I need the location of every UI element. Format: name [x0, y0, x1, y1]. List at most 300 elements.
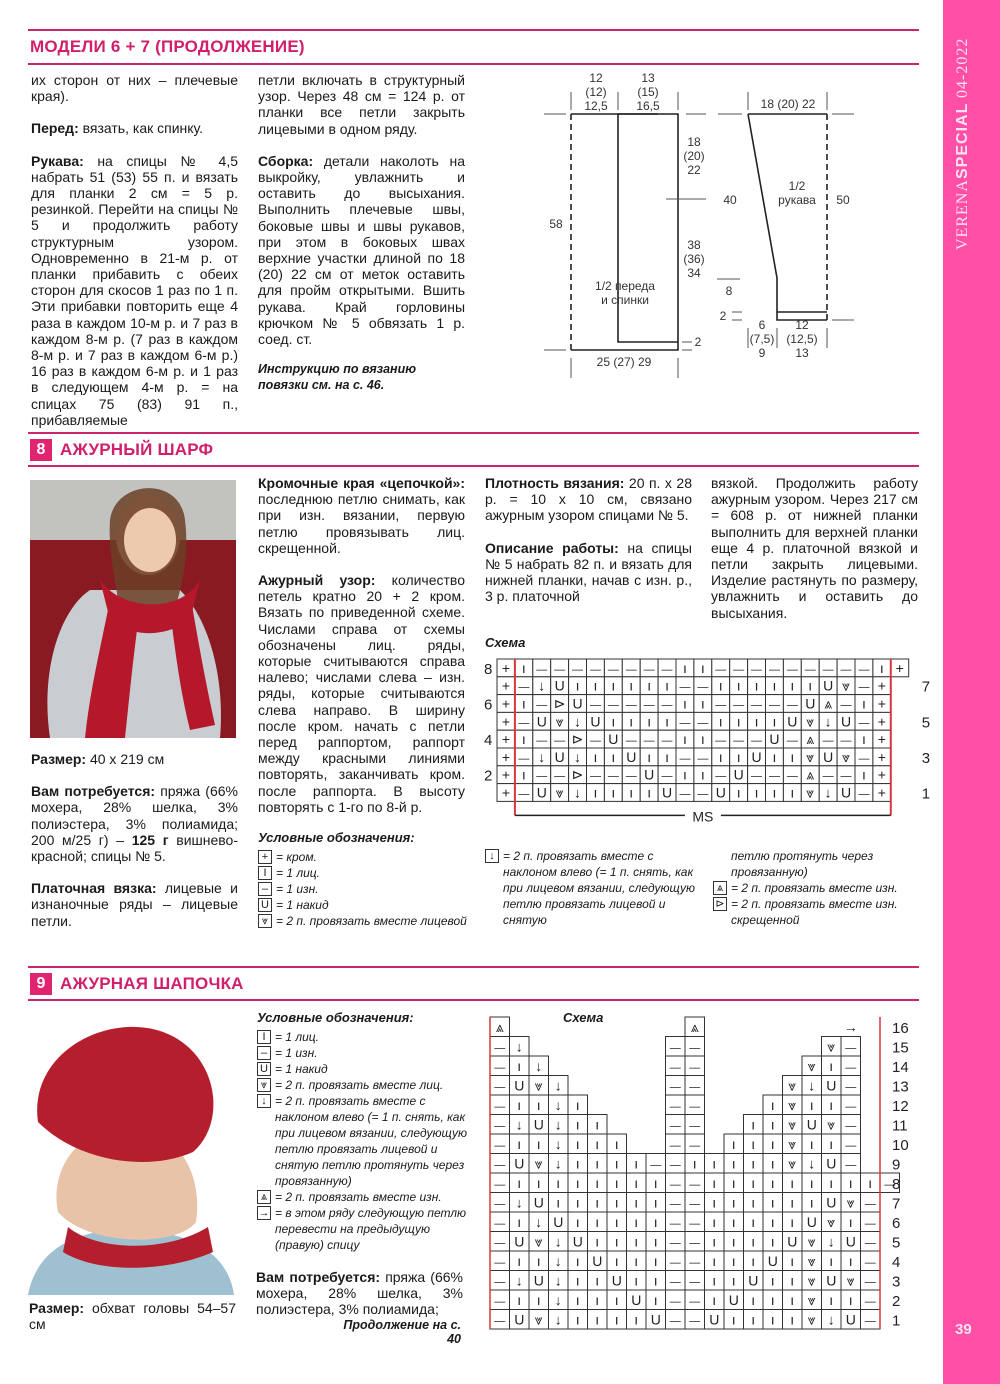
- knit-icon: ı: [593, 677, 598, 694]
- ssk-icon: ↓: [827, 1311, 835, 1328]
- yarn-over-icon: U: [533, 1194, 544, 1211]
- edge-stitch-icon: +: [877, 695, 886, 712]
- purl-icon: —: [669, 1276, 681, 1289]
- purl-icon: —: [607, 770, 619, 783]
- knit-icon: ı: [647, 784, 652, 801]
- paragraph: Рукава: на спицы № 4,5 набрать 51 (53) 55 п. и вязать для планки 2 см = 5 р. резинкой. Перейти на спицы № 5 и продолжить работу структурным узором. Одновременно в 21-м р. от планки прибавить с обеих сторон для скосов 1 раз по 1 п. Эти прибавки повторить еще 4 раза в каждом 10-м р. и 7 раз в каждом 8-м р. (7 раз в каждом 8-м р. и 7 раз в каждом 6-м р.) 16 раз в каждом 6-м р. и 1 раз в следующем 4-м р. = на спицах 75 (83) 91 п., прибавляемые: [31, 152, 238, 428]
- purl-icon: —: [494, 1256, 506, 1269]
- purl-icon: —: [669, 1237, 681, 1250]
- k2tog-icon: ⩔: [842, 748, 851, 765]
- scarf-text-left: [31, 751, 238, 945]
- purl-icon: —: [661, 735, 673, 748]
- yarn-over-icon: U: [748, 1272, 759, 1289]
- yarn-over-icon: U: [806, 1213, 817, 1230]
- purl-icon: —: [589, 699, 601, 712]
- row-number: 2: [892, 1292, 901, 1310]
- yarn-over-icon: U: [644, 766, 655, 783]
- knit-icon: ı: [575, 1096, 580, 1113]
- knit-icon: ı: [595, 1174, 600, 1191]
- purl-icon: —: [536, 699, 548, 712]
- yarn-over-icon: U: [826, 1194, 837, 1211]
- section-title-top: МОДЕЛИ 6 + 7 (ПРОДОЛЖЕНИЕ): [30, 37, 305, 56]
- section-title-8: [30, 439, 213, 461]
- knit-icon: ı: [770, 1291, 775, 1308]
- yarn-over-icon: U: [845, 1311, 856, 1328]
- continued-note: Продолжение на с. 40: [343, 1318, 461, 1346]
- yarn-over-icon: U: [514, 1233, 525, 1250]
- dim-label: (15): [637, 85, 659, 99]
- ssk-icon: ↓: [554, 1116, 562, 1133]
- hat-legend: [257, 1010, 467, 1253]
- legend-text: = кром.: [276, 850, 317, 864]
- yarn-over-icon: U: [626, 748, 637, 765]
- purl-icon: —: [751, 735, 763, 748]
- edge-stitch-icon: +: [501, 659, 511, 676]
- knit-icon: ı: [712, 1233, 717, 1250]
- knit-icon: ı: [575, 1155, 580, 1172]
- knit-icon: ı: [575, 1174, 580, 1191]
- yarn-over-icon: U: [572, 1233, 583, 1250]
- edge-stitch-icon: +: [501, 677, 511, 694]
- knit-icon: ı: [772, 748, 777, 765]
- knit-icon: ı: [517, 1096, 522, 1113]
- purl-icon: —: [733, 699, 745, 712]
- scarf-legend-2: [485, 848, 925, 938]
- purl-icon: —: [689, 1100, 701, 1113]
- knit-icon: ı: [790, 1174, 795, 1191]
- knit-icon: ı: [790, 784, 795, 801]
- purl-icon: —: [607, 663, 619, 676]
- yarn-over-icon: U: [554, 748, 565, 765]
- knit-icon: ı: [614, 1291, 619, 1308]
- knit-icon: ı: [575, 1291, 580, 1308]
- purl-icon: —: [669, 1061, 681, 1074]
- scarf-text-middle: [258, 475, 465, 831]
- knit-icon: ı: [790, 1213, 795, 1230]
- knit-icon: ı: [848, 1252, 853, 1269]
- knit-icon: ı: [595, 1155, 600, 1172]
- purl-icon: —: [840, 770, 852, 783]
- knit-icon: ı: [614, 1252, 619, 1269]
- knit-icon: ı: [536, 1291, 541, 1308]
- row-number: 12: [892, 1097, 909, 1115]
- knit-icon: ı: [700, 695, 705, 712]
- knit-icon: ı: [736, 784, 741, 801]
- knit-icon: ı: [751, 1291, 756, 1308]
- piece-label: 1/2 переда: [595, 279, 655, 293]
- yarn-over-icon: U: [826, 1077, 837, 1094]
- stitch-symbol-icon: ↓: [257, 1094, 271, 1108]
- dim-label: 25 (27) 29: [596, 355, 652, 369]
- scarf-chart: [480, 655, 931, 830]
- slip-arrow-icon: ⊳: [571, 731, 584, 748]
- p2tog-icon: ⩓: [806, 766, 815, 783]
- divider: [28, 465, 919, 467]
- edge-stitch-icon: +: [501, 748, 511, 765]
- legend-text: = 1 лиц.: [275, 1030, 319, 1044]
- purl-icon: —: [858, 788, 870, 801]
- knit-icon: ı: [665, 677, 669, 694]
- legend-text: = 1 изн.: [275, 1046, 318, 1060]
- scarf-legend: [258, 830, 468, 929]
- dim-label: 38: [687, 238, 701, 252]
- knit-icon: ı: [653, 1252, 658, 1269]
- legend-text: = в этом ряду следующую петлю перевести на предыдущую (правую) спицу: [275, 1206, 467, 1252]
- knit-icon: ı: [848, 1291, 853, 1308]
- knit-icon: ı: [718, 748, 723, 765]
- legend-title: Условные обозначения:: [257, 1010, 414, 1025]
- knit-icon: ı: [790, 677, 795, 694]
- knit-icon: ı: [517, 1213, 522, 1230]
- chart-title: Схема: [485, 635, 526, 650]
- purl-icon: —: [494, 1159, 506, 1172]
- divider: [28, 999, 919, 1001]
- legend-item: [258, 865, 468, 881]
- knit-icon: ı: [700, 766, 705, 783]
- edge-stitch-icon: +: [877, 677, 886, 694]
- yarn-over-icon: U: [840, 713, 852, 730]
- section-heading: АЖУРНАЯ ШАПОЧКА: [60, 974, 244, 993]
- purl-icon: —: [494, 1120, 506, 1133]
- yarn-over-icon: U: [823, 677, 834, 694]
- knit-icon: ı: [653, 1213, 658, 1230]
- k2tog-icon: ⩔: [827, 1213, 836, 1230]
- knit-icon: ı: [683, 695, 687, 712]
- knit-icon: ı: [809, 1096, 814, 1113]
- dim-label: 2: [694, 335, 702, 349]
- yarn-over-icon: U: [805, 695, 816, 712]
- knit-icon: ı: [790, 748, 795, 765]
- dim-label: 18: [687, 135, 701, 149]
- knit-icon: ı: [593, 748, 598, 765]
- edge-stitch-icon: +: [501, 731, 511, 748]
- knit-icon: ı: [575, 1135, 580, 1152]
- knit-icon: ı: [770, 1233, 775, 1250]
- purl-icon: —: [697, 752, 709, 765]
- knit-icon: ı: [829, 1291, 834, 1308]
- ssk-icon: ↓: [554, 1135, 562, 1152]
- legend-text: = 1 изн.: [276, 882, 319, 896]
- knit-icon: ı: [575, 1272, 580, 1289]
- yarn-over-icon: U: [728, 1291, 739, 1308]
- knit-icon: ı: [653, 1291, 658, 1308]
- section-title-9: [30, 973, 244, 995]
- purl-icon: —: [625, 699, 637, 712]
- knit-icon: ı: [575, 1194, 580, 1211]
- yarn-over-icon: U: [536, 784, 547, 801]
- row-number: 4: [484, 732, 493, 750]
- stitch-symbol-icon: +: [258, 850, 272, 864]
- yarn-over-icon: U: [787, 1233, 798, 1250]
- legend-item: [257, 1093, 467, 1189]
- p2tog-icon: ⩓: [824, 695, 833, 712]
- stitch-symbol-icon: U: [258, 898, 272, 912]
- knit-icon: ı: [809, 1174, 814, 1191]
- purl-icon: —: [786, 770, 798, 783]
- k2tog-icon: ⩔: [807, 1252, 816, 1269]
- purl-icon: —: [840, 663, 852, 676]
- knit-icon: ı: [614, 1233, 619, 1250]
- purl-icon: —: [589, 735, 601, 748]
- row-number: 9: [892, 1156, 901, 1174]
- edge-stitch-icon: +: [501, 695, 511, 712]
- row-number: 3: [921, 749, 931, 767]
- yarn-over-icon: U: [572, 695, 583, 712]
- purl-icon: —: [494, 1139, 506, 1152]
- dim-label: 12: [589, 71, 603, 85]
- knit-icon: ı: [575, 1116, 580, 1133]
- knit-icon: ı: [770, 1311, 775, 1328]
- page-number: 39: [955, 1321, 972, 1338]
- text-column-2: [258, 72, 465, 394]
- text-column-1: [31, 72, 238, 444]
- purl-icon: —: [864, 1256, 876, 1269]
- yarn-over-icon: U: [751, 748, 762, 765]
- legend-item: [258, 913, 468, 929]
- lace-pattern: Ажурный узор: количество петель кратно 20 + 2 кром. Вязать по приведенной схеме. Числами справа от схемы обозначены лиц. ряды, которые считываются справа налево; числами слева – изн. ряды, которые считываются слева направо. В ширину после кром. начать с петли перед раппортом, раппорт между красными линиями повторять, заканчивать кром. после раппорта. В высоту повторять с 1-го по 8-й р.: [258, 572, 465, 815]
- knit-icon: ı: [731, 1233, 736, 1250]
- knit-icon: ı: [770, 1116, 775, 1133]
- purl-icon: —: [768, 663, 780, 676]
- knit-icon: ı: [770, 1213, 775, 1230]
- legend-item: [258, 881, 468, 897]
- k2tog-icon: ⩔: [807, 1233, 816, 1250]
- knit-icon: ı: [862, 695, 866, 712]
- yarn-over-icon: U: [611, 1272, 622, 1289]
- yarn-over-icon: U: [845, 1233, 856, 1250]
- knit-icon: ı: [809, 1194, 814, 1211]
- purl-icon: —: [689, 1315, 701, 1328]
- dim-label: 18 (20) 22: [760, 97, 816, 111]
- dim-label: (12,5): [786, 332, 818, 346]
- yarn-over-icon: U: [733, 766, 744, 783]
- knit-icon: ı: [653, 1233, 658, 1250]
- gauge: Плотность вязания: 20 п. x 28 р. = 10 x 10 см, связано ажурным узором спицами № 5.: [485, 475, 692, 524]
- yarn-over-icon: U: [715, 784, 726, 801]
- purl-icon: —: [689, 1178, 701, 1191]
- knit-icon: ı: [575, 1252, 580, 1269]
- garment-schematics: [520, 66, 940, 386]
- k2tog-icon: ⩔: [788, 1096, 797, 1113]
- knit-icon: ı: [595, 1311, 600, 1328]
- yarn-over-icon: U: [631, 1291, 642, 1308]
- edge-stitch-icon: +: [895, 659, 904, 676]
- knit-icon: ı: [751, 1116, 756, 1133]
- knit-icon: ı: [751, 1155, 756, 1172]
- purl-icon: —: [669, 1081, 681, 1094]
- legend-title: Условные обозначения:: [258, 830, 415, 845]
- purl-icon: —: [715, 735, 727, 748]
- ssk-icon: ↓: [515, 1194, 523, 1211]
- knit-icon: ı: [517, 1057, 522, 1074]
- divider: [28, 432, 919, 434]
- knit-icon: ı: [790, 1311, 795, 1328]
- purl-icon: —: [518, 788, 530, 801]
- knit-icon: ı: [683, 766, 687, 783]
- purl-icon: —: [661, 663, 673, 676]
- knit-icon: ı: [829, 1096, 834, 1113]
- stitch-symbol-icon: U: [257, 1062, 271, 1076]
- row-number: 6: [892, 1214, 901, 1232]
- paragraph: петли включать в структурный узор. Через 48 см = 124 р. от планки все петли закрыть лицевыми в одном ряду.: [258, 72, 465, 137]
- row-number: 4: [892, 1253, 901, 1271]
- yarn-over-icon: U: [709, 1311, 720, 1328]
- row-number: 13: [892, 1078, 909, 1096]
- purl-icon: —: [518, 681, 530, 694]
- yarn-over-icon: U: [769, 731, 780, 748]
- knit-icon: ı: [879, 659, 884, 676]
- divider: [28, 63, 919, 65]
- knit-icon: ı: [700, 659, 705, 676]
- purl-icon: —: [689, 1061, 701, 1074]
- knit-icon: ı: [712, 1272, 717, 1289]
- purl-icon: —: [751, 699, 763, 712]
- knit-icon: ı: [736, 713, 741, 730]
- purl-icon: —: [572, 663, 584, 676]
- k2tog-icon: ⩔: [806, 713, 815, 730]
- purl-icon: —: [845, 1120, 857, 1133]
- knit-icon: ı: [754, 713, 759, 730]
- purl-icon: —: [884, 1178, 896, 1191]
- purl-icon: —: [845, 1061, 857, 1074]
- knit-icon: ı: [731, 1252, 736, 1269]
- purl-icon: —: [697, 681, 709, 694]
- edge-stitch-icon: +: [877, 713, 886, 730]
- edge-stitch-icon: +: [501, 713, 511, 730]
- purl-icon: —: [494, 1100, 506, 1113]
- knit-icon: ı: [614, 1213, 619, 1230]
- yarn-over-icon: U: [533, 1272, 544, 1289]
- dim-label: 13: [641, 71, 655, 85]
- k2tog-icon: ⩔: [807, 1311, 816, 1328]
- legend-text: = 2 п. провязать вместе лиц.: [275, 1078, 444, 1092]
- knit-icon: ı: [718, 677, 723, 694]
- yarn-over-icon: U: [826, 1155, 837, 1172]
- k2tog-icon: ⩔: [555, 713, 564, 730]
- knit-icon: ı: [647, 677, 652, 694]
- k2tog-icon: ⩔: [788, 1155, 797, 1172]
- hat-chart: [480, 1015, 920, 1335]
- knit-icon: ı: [712, 1194, 717, 1211]
- knit-icon: ı: [731, 1194, 736, 1211]
- knit-icon: ı: [634, 1233, 639, 1250]
- knit-icon: ı: [595, 1272, 600, 1289]
- row-number: 7: [921, 678, 931, 696]
- knit-icon: ı: [517, 1291, 522, 1308]
- knit-icon: ı: [665, 713, 669, 730]
- ssk-icon: ↓: [808, 1077, 816, 1094]
- scarf-size: Размер: 40 x 219 см: [31, 751, 165, 767]
- legend-item: [713, 880, 903, 896]
- legend-text: = 2 п. провязать вместе изн. скрещенной: [731, 897, 898, 927]
- knit-icon: ı: [595, 1213, 600, 1230]
- purl-icon: —: [669, 1139, 681, 1152]
- ssk-icon: ↓: [554, 1233, 562, 1250]
- row-number: 2: [484, 767, 493, 785]
- knit-icon: ı: [751, 1213, 756, 1230]
- purl-icon: —: [822, 735, 834, 748]
- purl-icon: —: [840, 699, 852, 712]
- purl-icon: —: [494, 1198, 506, 1211]
- purl-icon: —: [643, 699, 655, 712]
- dim-label: 50: [836, 193, 850, 207]
- purl-icon: —: [804, 663, 816, 676]
- knit-icon: ı: [790, 1291, 795, 1308]
- purl-icon: —: [554, 770, 566, 783]
- p2tog-icon: ⩓: [495, 1018, 504, 1035]
- purl-icon: —: [669, 1198, 681, 1211]
- knit-icon: ı: [536, 1096, 541, 1113]
- yarn-over-icon: U: [840, 784, 852, 801]
- stitch-symbol-icon: ⩔: [258, 914, 272, 928]
- dim-label: 34: [687, 266, 701, 280]
- purl-icon: —: [669, 1120, 681, 1133]
- knit-icon: ı: [751, 1174, 756, 1191]
- legend-text: = 2 п. провязать вместе с наклоном влево (= 1 п. снять, как при лицевом вязании, следующую петлю провязать лицевой и снятую петлю протянуть через провязанную): [275, 1094, 467, 1188]
- scarf-text-continued: вязкой. Продолжить работу ажурным узором. Через 217 см = 608 р. от нижней планки выполнить для верхней планки еще 4 р. платочной вязкой и петли закрыть лицевыми. Изделие растянуть по размеру, увлажнить и оставить до высыхания.: [711, 475, 918, 621]
- purl-icon: —: [689, 1295, 701, 1308]
- knit-icon: ı: [517, 1174, 522, 1191]
- stitch-symbol-icon: ⩓: [713, 881, 727, 895]
- knit-icon: ı: [575, 1311, 580, 1328]
- knit-icon: ı: [683, 731, 687, 748]
- purl-icon: —: [494, 1217, 506, 1230]
- knit-icon: ı: [700, 731, 705, 748]
- knit-icon: ı: [772, 784, 777, 801]
- ssk-icon: ↓: [824, 713, 832, 730]
- legend-item: [257, 1029, 467, 1045]
- scarf-text-right: [485, 475, 692, 620]
- hat-photo: [28, 1012, 234, 1295]
- purl-icon: —: [733, 735, 745, 748]
- purl-icon: —: [536, 663, 548, 676]
- knit-icon: ı: [517, 1252, 522, 1269]
- purl-icon: —: [715, 663, 727, 676]
- knit-icon: ı: [521, 731, 526, 748]
- stitch-symbol-icon: ⩓: [257, 1190, 271, 1204]
- purl-icon: —: [589, 770, 601, 783]
- knit-icon: ı: [848, 1213, 853, 1230]
- row-number: 1: [921, 785, 931, 803]
- k2tog-icon: ⩔: [806, 748, 815, 765]
- k2tog-icon: ⩔: [846, 1272, 855, 1289]
- knit-icon: ı: [712, 1155, 717, 1172]
- knit-icon: ı: [751, 1135, 756, 1152]
- stitch-symbol-icon: ⩔: [257, 1078, 271, 1092]
- k2tog-icon: ⩔: [807, 1057, 816, 1074]
- knit-icon: ı: [634, 1272, 639, 1289]
- paragraph: их сторон от них – плечевые края).: [31, 72, 238, 105]
- k2tog-icon: ⩔: [788, 1116, 797, 1133]
- purl-icon: —: [786, 663, 798, 676]
- purl-icon: —: [822, 770, 834, 783]
- knit-icon: ı: [521, 659, 526, 676]
- legend-text: = 2 п. провязать вместе изн.: [731, 881, 898, 895]
- edge-stitch-icon: +: [877, 731, 886, 748]
- purl-icon: —: [536, 735, 548, 748]
- purl-icon: —: [689, 1139, 701, 1152]
- purl-icon: —: [494, 1042, 506, 1055]
- legend-item: [485, 848, 700, 928]
- yarn-over-icon: U: [650, 1311, 661, 1328]
- magazine-brand: VERENA SPECIAL 04-2022: [954, 37, 971, 250]
- knit-icon: ı: [862, 766, 866, 783]
- knit-icon: ı: [772, 677, 777, 694]
- knit-icon: ı: [790, 1252, 795, 1269]
- yarn-over-icon: U: [590, 713, 601, 730]
- note: Инструкцию по вязанию повязки см. на с. 46.: [258, 362, 417, 393]
- section-number-badge: 8: [30, 439, 52, 461]
